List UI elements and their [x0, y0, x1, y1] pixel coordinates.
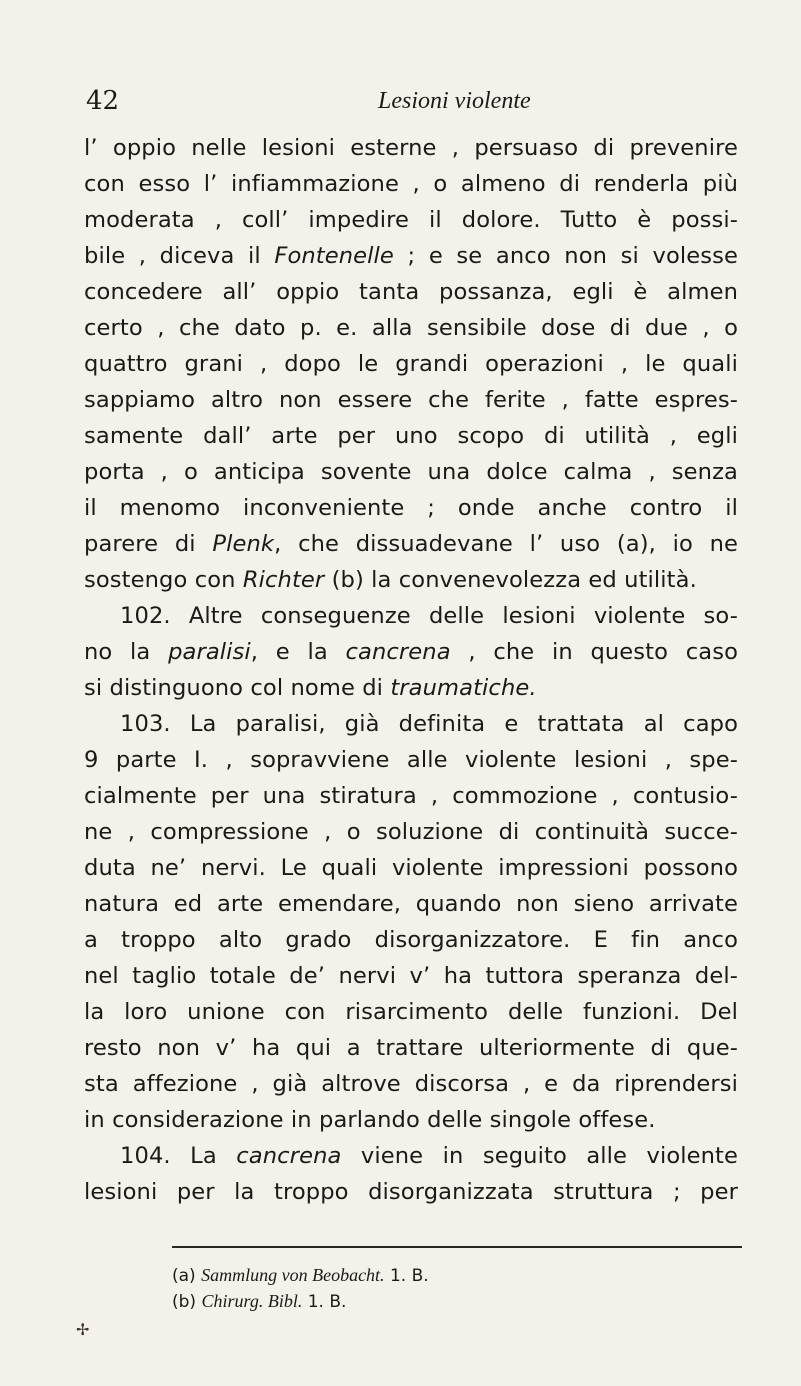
text-line	[84, 778, 738, 814]
text-span: con esso l’ infiammazione , o almeno di renderla più	[84, 171, 738, 197]
text-span: cialmente per una stiratura , commozione , contusio-	[84, 783, 738, 809]
running-title: Lesioni violente	[378, 88, 531, 114]
text-span: ne , compressione , o soluzione di continuità succe-	[84, 819, 738, 845]
footnote-source: Sammlung von Beobacht.	[201, 1265, 385, 1285]
text-span: , e la	[250, 639, 346, 665]
text-span: in considerazione in parlando delle singole offese.	[84, 1107, 656, 1133]
text-span: sostengo con	[84, 567, 243, 593]
text-span: , che in questo caso	[450, 639, 739, 665]
text-line	[84, 994, 738, 1030]
text-line	[84, 418, 738, 454]
text-line	[84, 526, 738, 562]
text-line	[84, 1138, 738, 1174]
text-line	[84, 382, 738, 418]
italic-text: traumatiche.	[390, 675, 537, 701]
text-line	[84, 958, 738, 994]
text-line	[84, 814, 738, 850]
footnote-ref: 1. B.	[307, 1292, 347, 1312]
italic-text: Richter	[242, 567, 325, 593]
text-line	[84, 850, 738, 886]
text-line	[84, 202, 738, 238]
text-line	[84, 130, 738, 166]
page-number: 42	[86, 86, 120, 116]
body-text	[84, 130, 738, 1210]
text-span: si distinguono col nome di	[84, 675, 391, 701]
text-span: moderata , coll’ impedire il dolore. Tutto è possi-	[84, 207, 738, 233]
text-span: resto non v’ ha qui a trattare ulteriormente di que-	[84, 1035, 738, 1061]
footnote-source: Chirurg. Bibl.	[201, 1291, 303, 1311]
text-line	[84, 238, 738, 274]
text-line	[84, 598, 738, 634]
text-span: l’ oppio nelle lesioni esterne , persuaso di prevenire	[84, 135, 738, 161]
text-line	[84, 1102, 738, 1138]
text-span: duta ne’ nervi. Le quali violente impressioni possono	[84, 855, 738, 881]
text-span: (b) la convenevolezza ed utilità.	[324, 567, 697, 593]
text-span: la loro unione con risarcimento delle funzioni. Del	[84, 999, 738, 1025]
text-line	[84, 166, 738, 202]
text-span: samente dall’ arte per uno scopo di utilità , egli	[84, 423, 738, 449]
text-line	[84, 670, 738, 706]
footnote	[172, 1262, 692, 1288]
text-span: lesioni per la troppo disorganizzata struttura ; per	[84, 1179, 738, 1205]
text-span: sappiamo altro non essere che ferite , fatte espres-	[84, 387, 738, 413]
text-span: bile , diceva il	[84, 243, 275, 269]
footnote-separator	[172, 1246, 742, 1248]
text-span: viene in seguito alle violente	[341, 1143, 739, 1169]
footnotes	[172, 1262, 692, 1314]
text-line	[84, 1174, 738, 1210]
text-line	[84, 886, 738, 922]
text-line	[84, 1066, 738, 1102]
text-span: 9 parte I. , sopravviene alle violente lesioni , spe-	[84, 747, 738, 773]
text-line	[84, 310, 738, 346]
text-span: concedere all’ oppio tanta possanza, egli è almen	[84, 279, 738, 305]
italic-text: Fontenelle	[274, 243, 394, 269]
text-line	[84, 454, 738, 490]
text-span: porta , o anticipa sovente una dolce calma , senza	[84, 459, 738, 485]
text-line	[84, 562, 738, 598]
text-span: 102. Altre conseguenze delle lesioni violente so-	[120, 603, 738, 629]
text-line	[84, 922, 738, 958]
footnote-ref: 1. B.	[389, 1266, 429, 1286]
text-line	[84, 1030, 738, 1066]
text-line	[84, 490, 738, 526]
text-span: 103. La paralisi, già definita e trattata al capo	[120, 711, 738, 737]
italic-text: Plenk	[212, 531, 275, 557]
text-span: no la	[84, 639, 169, 665]
text-span: nel taglio totale de’ nervi v’ ha tuttora speranza del-	[84, 963, 738, 989]
text-span: il menomo inconveniente ; onde anche contro il	[84, 495, 738, 521]
footnote-mark: (a)	[172, 1266, 196, 1286]
text-line	[84, 346, 738, 382]
italic-text: cancrena	[236, 1143, 342, 1169]
text-span: 104. La	[120, 1143, 237, 1169]
text-span: a troppo alto grado disorganizzatore. E fin anco	[84, 927, 738, 953]
footnote-mark: (b)	[172, 1292, 197, 1312]
text-line	[84, 742, 738, 778]
text-line	[84, 706, 738, 742]
text-span: sta affezione , già altrove discorsa , e da riprendersi	[84, 1071, 738, 1097]
text-span: natura ed arte emendare, quando non sieno arrivate	[84, 891, 738, 917]
footnote	[172, 1288, 692, 1314]
italic-text: paralisi	[168, 639, 251, 665]
text-span: parere di	[84, 531, 213, 557]
text-line	[84, 634, 738, 670]
italic-text: cancrena	[345, 639, 451, 665]
text-span: , che dissuadevane l’ uso (a), io ne	[274, 531, 738, 557]
text-span: ; e se anco non si volesse	[393, 243, 738, 269]
text-line	[84, 274, 738, 310]
stray-ink-mark: ✢	[76, 1320, 90, 1339]
text-span: certo , che dato p. e. alla sensibile dose di due , o	[84, 315, 738, 341]
text-span: quattro grani , dopo le grandi operazioni , le quali	[84, 351, 738, 377]
